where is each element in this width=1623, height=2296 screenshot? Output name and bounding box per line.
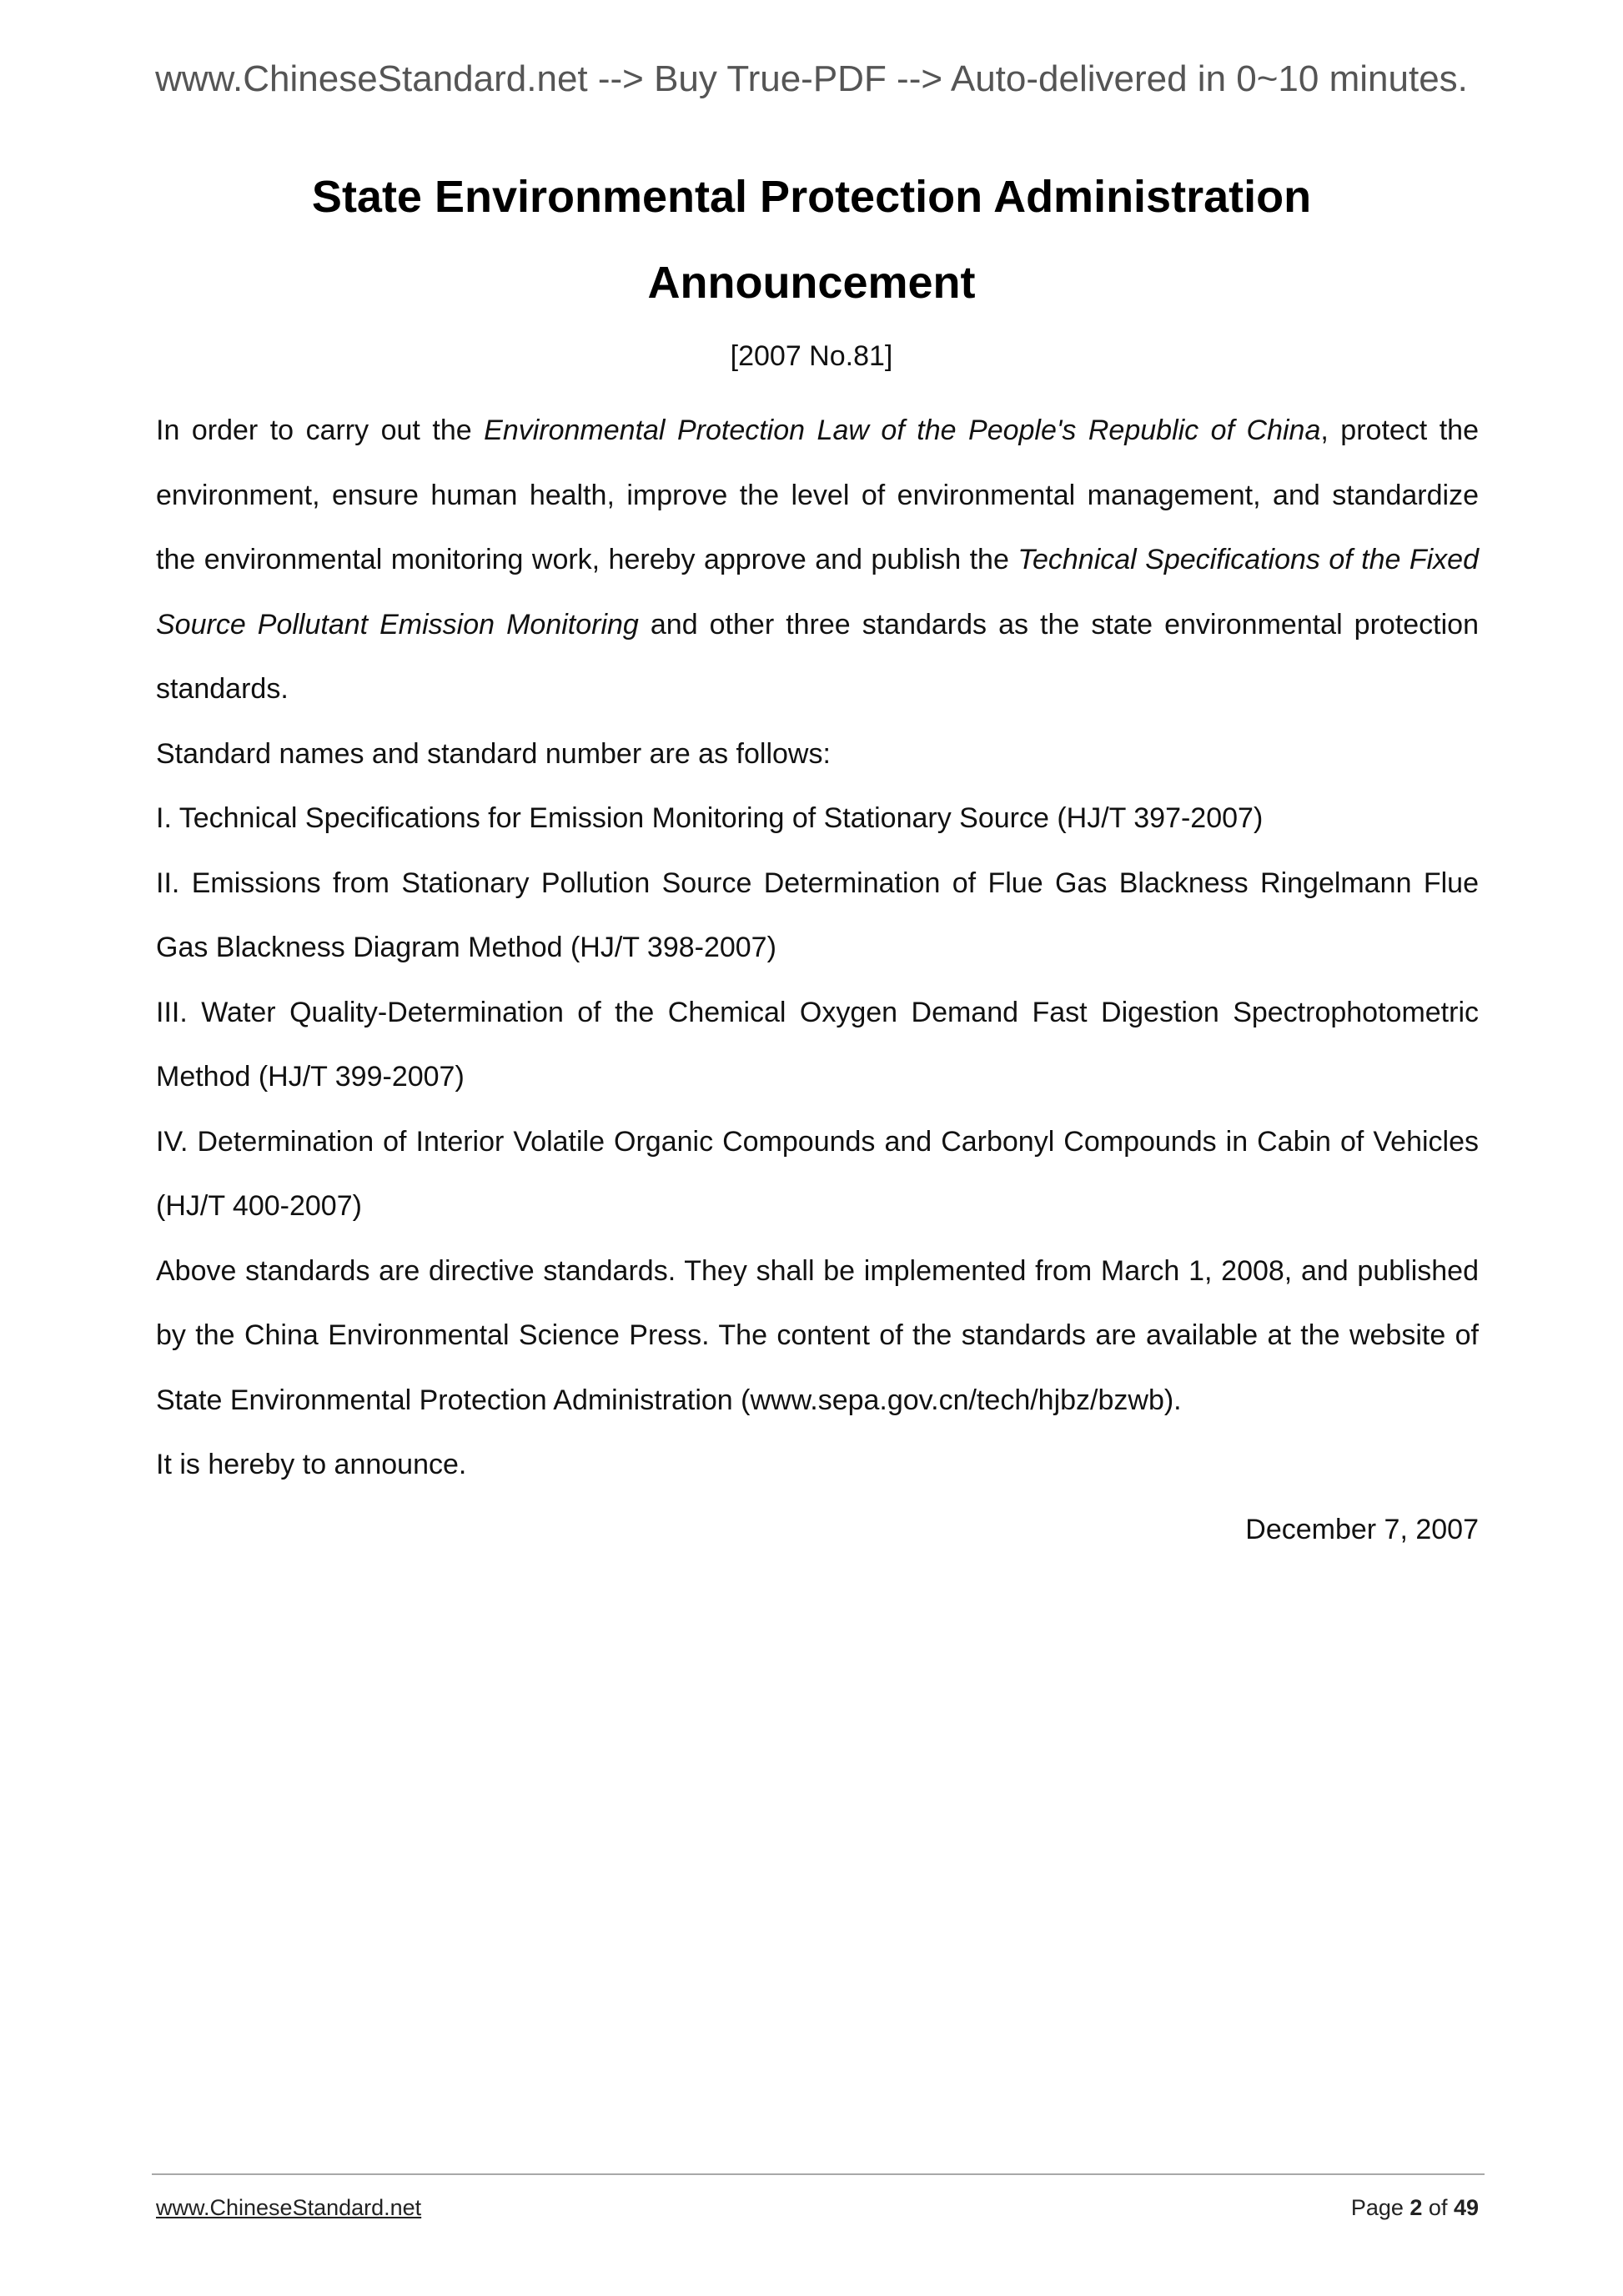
document-number: [2007 No.81]	[730, 340, 893, 372]
announce-line: It is hereby to announce.	[156, 1449, 467, 1480]
page-total: 49	[1453, 2195, 1479, 2220]
footer-link[interactable]: www.ChineseStandard.net	[156, 2195, 422, 2220]
intro-text-1: In order to carry out the	[156, 414, 485, 446]
intro-text-3: and other three standards as the state environmental protection standards.	[156, 608, 1479, 705]
intro-text-2: , protect the environment, ensure human health, improve the level of environmental management, and standardize the environmental monitoring work, hereby approve and publish the	[156, 414, 1480, 575]
page-prefix: Page	[1350, 2195, 1410, 2220]
list-intro: Standard names and standard number are as follows:	[156, 737, 831, 770]
page-current: 2	[1409, 2195, 1423, 2220]
specification-title: Technical Specifications of the Fixed Source Pollutant Emission Monitoring	[156, 544, 1479, 641]
site-banner: www.ChineseStandard.net --> Buy True-PDF --> Auto-delivered in 0~10 minutes.	[155, 58, 1468, 99]
footer-divider	[152, 2173, 1485, 2175]
standard-item-3: III. Water Quality-Determination of the Chemical Oxygen Demand Fast Digestion Spectrophotometric Method (HJ/T 399-2007)	[156, 996, 1479, 1093]
law-title: Environmental Protection Law of the People's Republic of China	[484, 414, 1321, 446]
document-date: December 7, 2007	[1245, 1513, 1479, 1545]
intro-paragraph	[156, 399, 1479, 722]
document-subtitle: Announcement	[647, 258, 976, 308]
standard-item-2: II. Emissions from Stationary Pollution Source Determination of Flue Gas Blackness Ringelmann Flue Gas Blackness Diagram Method (HJ/T 398-2007)	[156, 867, 1479, 963]
page-indicator	[1351, 2195, 1479, 2221]
page-of: of	[1422, 2195, 1454, 2220]
closing-paragraph: Above standards are directive standards. They shall be implemented from March 1, 2008, and published by the China Environmental Science Press. The content of the standards are available at the website of State Environmental Protection Administration (www.sepa.gov.cn/tech/hjbz/bzwb).	[156, 1254, 1479, 1416]
standard-item-4: IV. Determination of Interior Volatile Organic Compounds and Carbonyl Compounds in Cabin of Vehicles (HJ/T 400-2007)	[156, 1125, 1479, 1222]
document-body	[156, 399, 1479, 1562]
document-title: State Environmental Protection Administration	[311, 172, 1312, 222]
standard-item-1: I. Technical Specifications for Emission Monitoring of Stationary Source (HJ/T 397-2007)	[156, 802, 1264, 834]
